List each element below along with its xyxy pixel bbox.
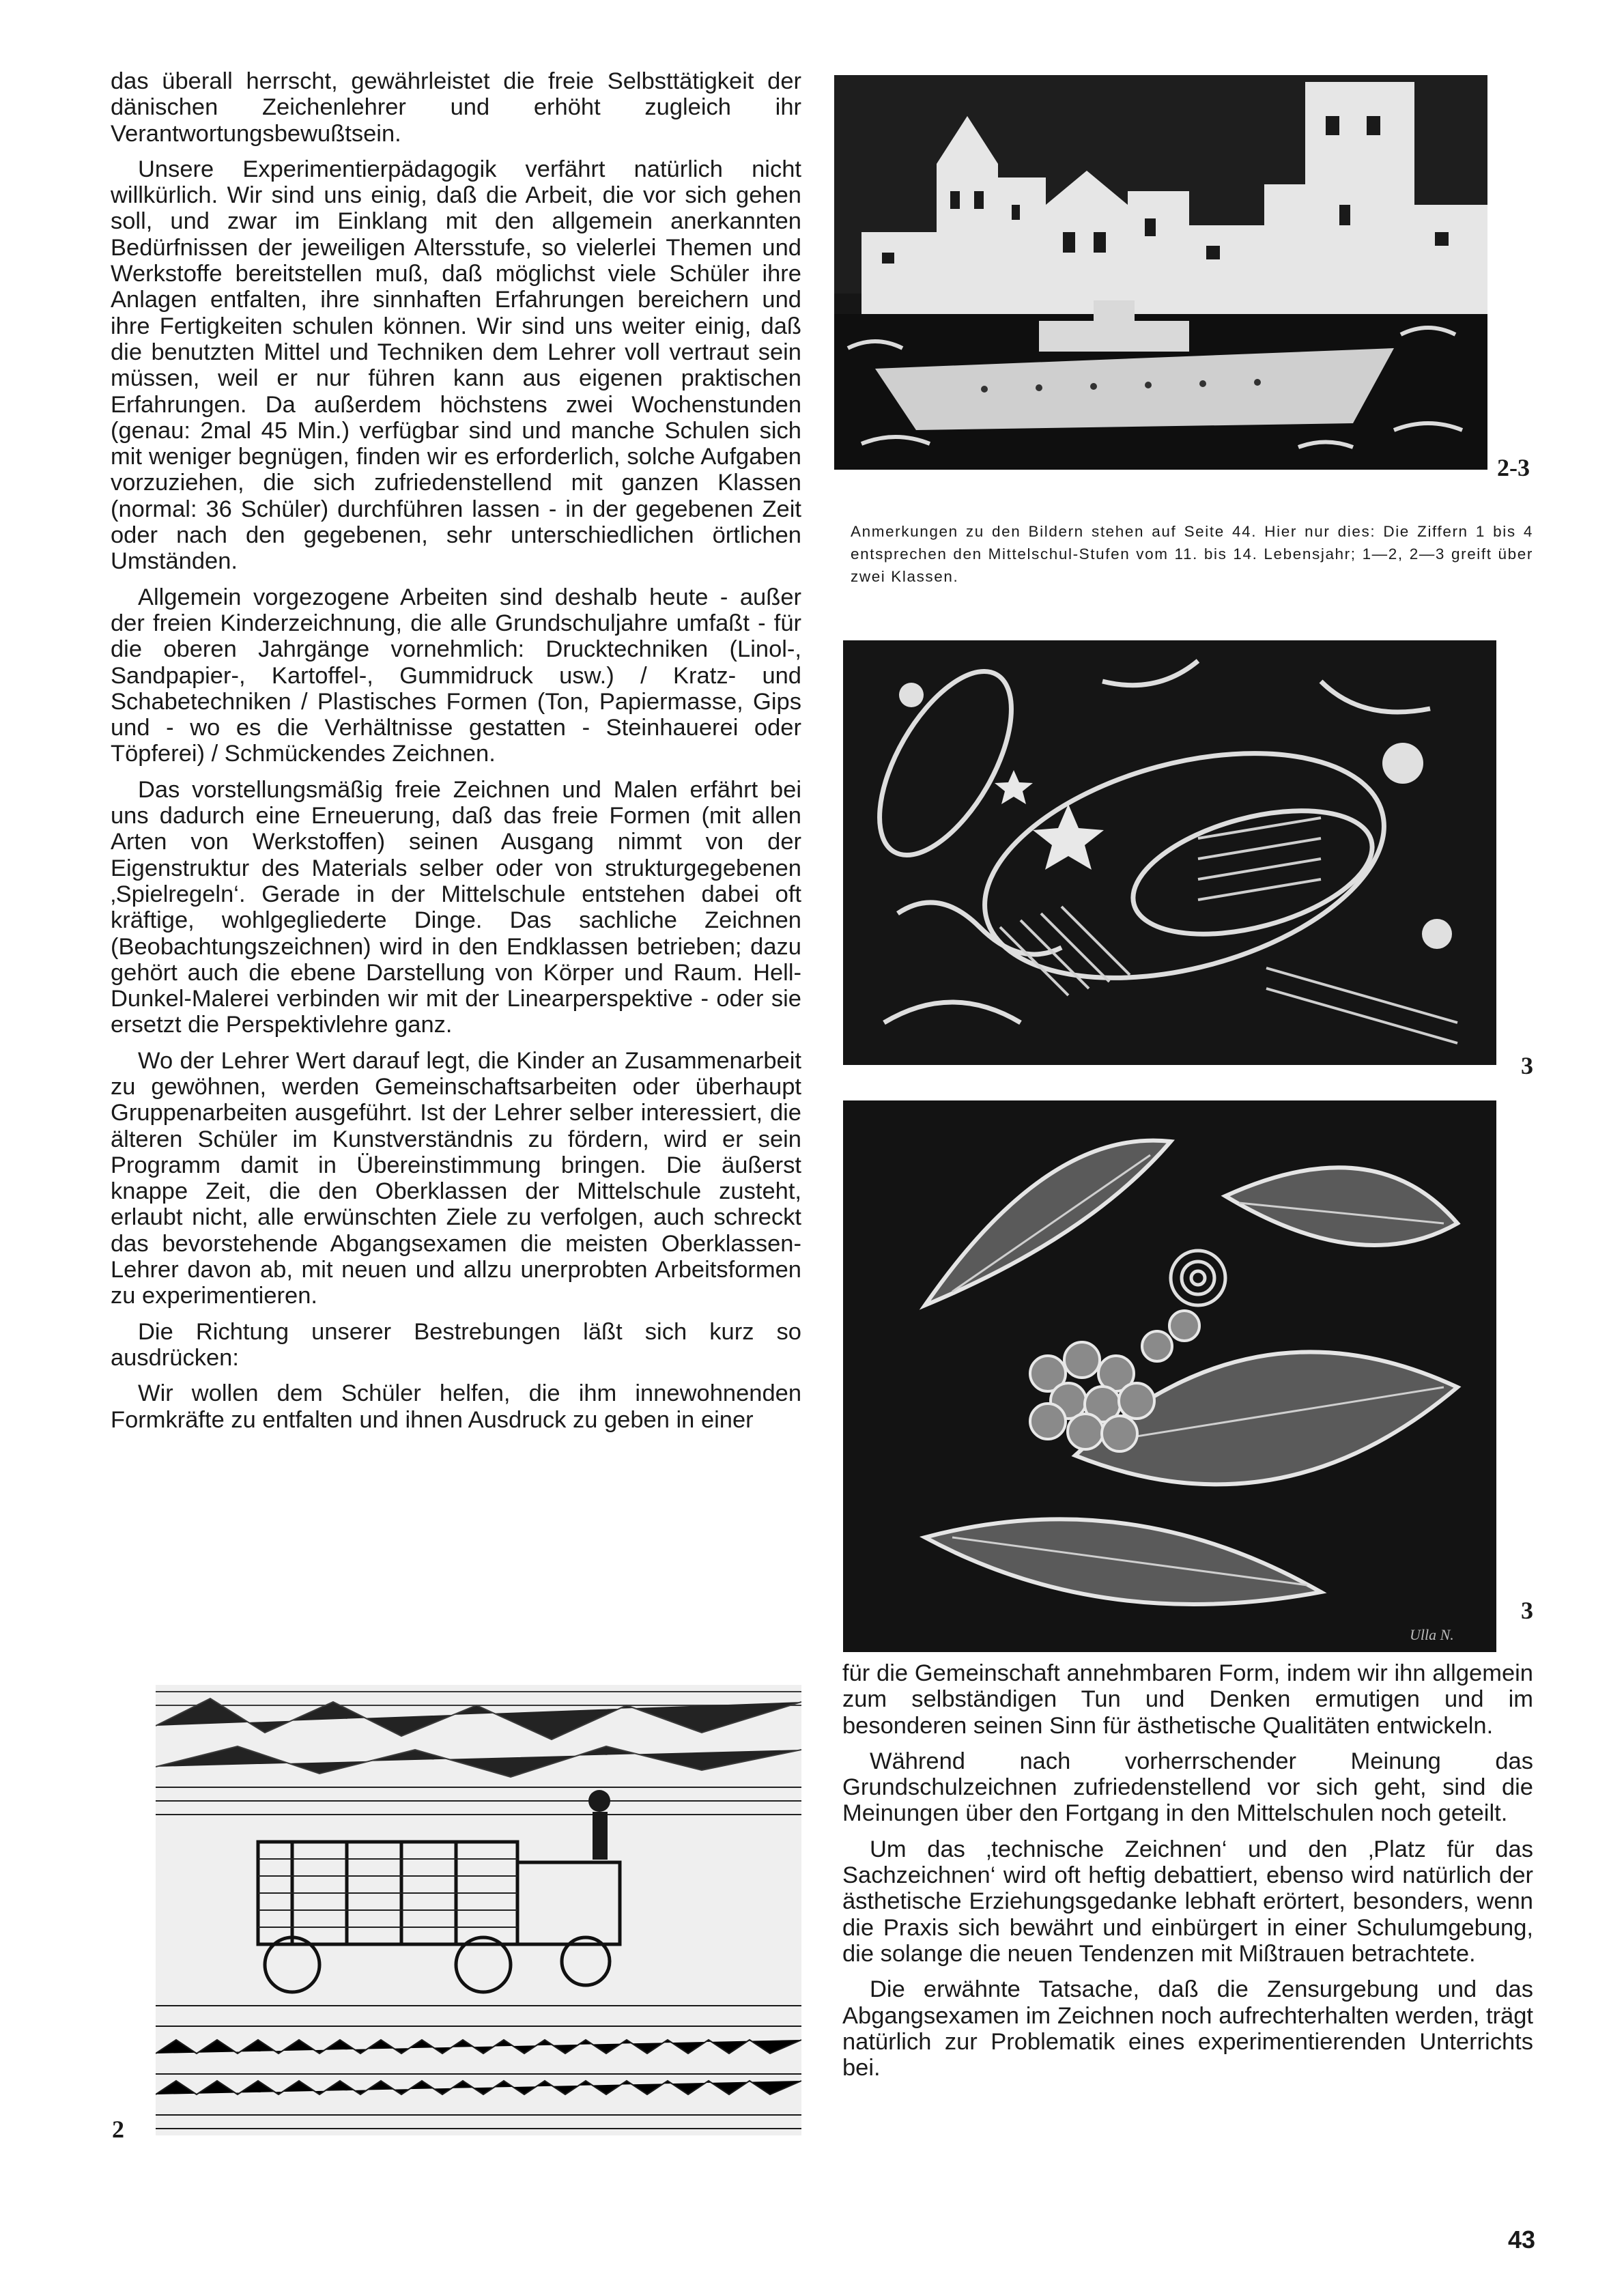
left-text-column (111, 68, 801, 1442)
figure-number: 2 (112, 2116, 124, 2143)
paragraph: Während nach vorherrschender Meinung das Grundschulzeichnen zufriedenstellend vor sich geht, sind die Meinungen über den Fortgang in den Mittelschulen noch geteilt. (842, 1748, 1533, 1827)
paragraph: Unsere Experimentierpädagogik verfährt natürlich nicht willkürlich. Wir sind uns einig, daß die Arbeit, die vor sich gehen soll, und zwar im Einklang mit den allgemein anerkannten Bedürfnissen der jeweiligen Altersstufe, so vielerlei Themen und Werkstoffe bereitstellen muß, daß möglichst viele Schüler ihre Anlagen entfalten, ihre sinnhaften Erfahrungen bereichern und ihre Fertigkeiten schulen können. Wir sind uns weiter einig, daß die benutzten Mittel und Techniken dem Lehrer voll vertraut sein müssen, weil er nur führen kann aus eigenen praktischen Erfahrungen. Da außerdem höchstens zwei Wochenstunden (genau: 2mal 45 Min.) verfügbar sind und manche Schulen sich mit weniger begnügen, finden wir es erforderlich, solche Aufgaben vorzuziehen, die sich zufriedenstellend mit ganzen Klassen (normal: 36 Schüler) durchführen lassen - in der gegebenen Zeit oder nach den gegebenen, sehr unterschiedlichen örtlichen Umständen. (111, 156, 801, 575)
figure-number: 3 (1521, 1597, 1533, 1624)
landscape-vehicle-illustration (156, 1685, 801, 2135)
paragraph: Die Richtung unserer Bestrebungen läßt sich kurz so ausdrücken: (111, 1318, 801, 1371)
page-number: 43 (1507, 2226, 1535, 2254)
abstract-print-illustration (843, 640, 1496, 1065)
figure-leaves-berries (843, 1100, 1496, 1652)
figure-number: 2-3 (1497, 454, 1530, 481)
leaves-berries-illustration (843, 1100, 1496, 1652)
paragraph: Allgemein vorgezogene Arbeiten sind deshalb heute - außer der freien Kinderzeichnung, die alle Grundschuljahre umfaßt - für die oberen Jahrgänge vornehmlich: Drucktechniken (Linol-, Sandpapier-, Kartoffel-, Gummidruck usw.) / Kratz- und Schabetechniken / Plastisches Formen (Ton, Papiermasse, Gips und - wo es die Verhältnisse gestatten - Steinhauerei oder Töpferei) / Schmückendes Zeichnen. (111, 584, 801, 767)
right-text-column (842, 1660, 1533, 2090)
paragraph: Um das ‚technische Zeichnen‘ und den ‚Platz für das Sachzeichnen‘ wird oft heftig debattiert, ebenso wird natürlich der ästhetische Erziehungsgedanke lebhaft erörtert, besonders, wenn die Praxis sich bewährt und einbürgert in einer Schulumgebung, die solange die neuen Tendenzen mit Mißtrauen betrachtete. (842, 1836, 1533, 1967)
figure-caption: Anmerkungen zu den Bildern stehen auf Seite 44. Hier nur dies: Die Ziffern 1 bis 4 entsprechen den Mittelschul-Stufen vom 11. bis 14. Lebensjahr; 1—2, 2—3 greift über zwei Klassen. (851, 523, 1533, 585)
figure-abstract-print (843, 640, 1496, 1065)
paragraph: Die erwähnte Tatsache, daß die Zensurgebung und das Abgangsexamen im Zeichnen noch aufrechterhalten werden, trägt natürlich zur Problematik eines experimentierenden Unterrichts bei. (842, 1976, 1533, 2081)
figure-harbor-town (834, 75, 1487, 470)
paragraph: Das vorstellungsmäßig freie Zeichnen und Malen erfährt bei uns dadurch eine Erneuerung, daß das freie Formen (mit allen Arten von Werkstoffen) seinen Ausgang nimmt von der Eigenstruktur des Materials selber oder von strukturgegebenen ‚Spielregeln‘. Gerade in der Mittelschule entstehen dabei oft kräftige, wohlgegliederte Dinge. Das sachliche Zeichnen (Beobachtungszeichnen) wird in den Endklassen betrieben; dazu gehört auch die ebene Darstellung von Körper und Raum. Hell-Dunkel-Malerei verbinden wir mit der Linearperspektive - oder sie ersetzt die Perspektivlehre ganz. (111, 776, 801, 1038)
paragraph: Wir wollen dem Schüler helfen, die ihm innewohnenden Formkräfte zu entfalten und ihnen Ausdruck zu geben in einer (111, 1380, 801, 1433)
harbor-town-illustration (834, 75, 1487, 470)
paragraph: für die Gemeinschaft annehmbaren Form, indem wir ihn allgemein zum selbständigen Tun und Denken ermutigen und im besonderen seinen Sinn für ästhetische Qualitäten entwickeln. (842, 1660, 1533, 1739)
paragraph: das überall herrscht, gewährleistet die freie Selbsttätigkeit der dänischen Zeichenlehrer und erhöht zugleich ihr Verantwortungsbewußtsein. (111, 68, 801, 147)
artist-signature: Ulla N. (1410, 1626, 1454, 1643)
figure-landscape-vehicle (156, 1685, 801, 2135)
paragraph: Wo der Lehrer Wert darauf legt, die Kinder an Zusammenarbeit zu gewöhnen, werden Gemeinschaftsarbeiten oder überhaupt Gruppenarbeiten ausgeführt. Ist der Lehrer selber interessiert, die älteren Schüler im Kunstverständnis zu fördern, wird er sein Programm damit in Übereinstimmung bringen. Die äußerst knappe Zeit, die den Oberklassen der Mittelschule zusteht, erlaubt nicht, alle erwünschten Ziele zu verfolgen, auch schreckt das bevorstehende Abgangsexamen die meisten Oberklassen-Lehrer davon ab, mit neuen und allzu unerprobten Arbeitsformen zu experimentieren. (111, 1047, 801, 1309)
figure-number: 3 (1521, 1052, 1533, 1079)
